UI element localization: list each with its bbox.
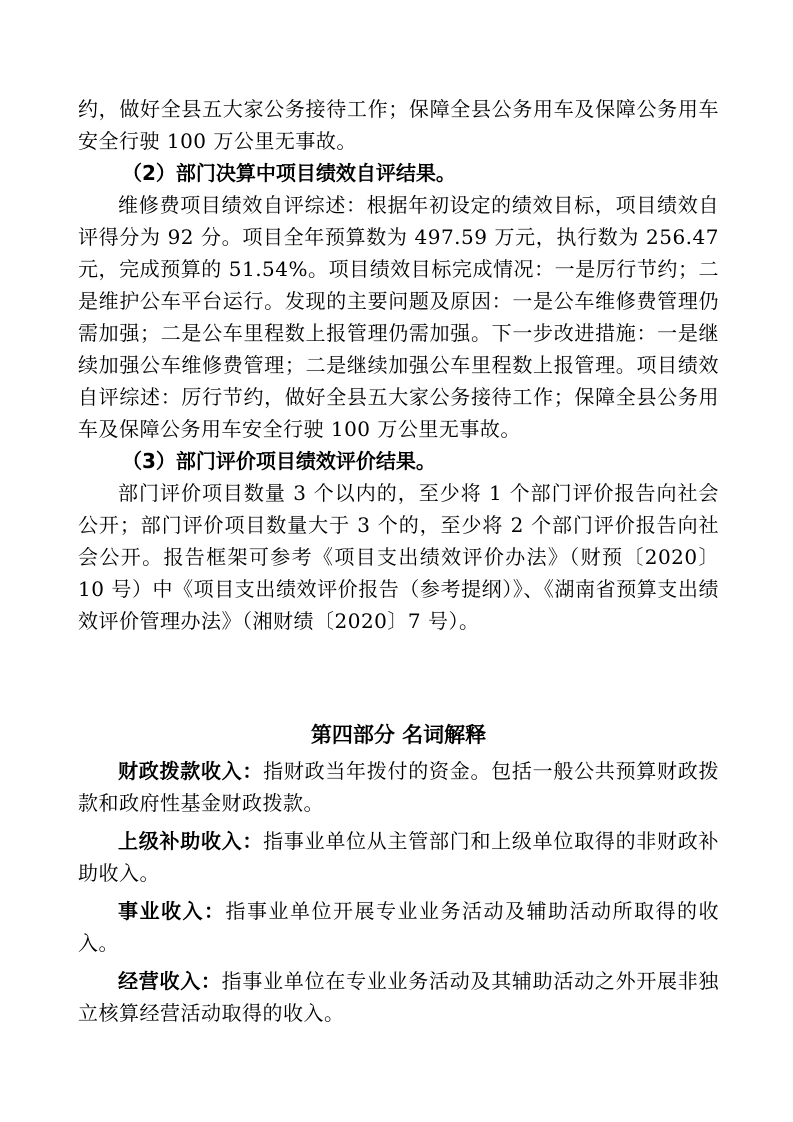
term-definition: 指财政当年拨付的资金。包括一般公共预算财政拨款和政府性基金财政拨款。 bbox=[78, 759, 719, 815]
term-definition: 指事业单位在专业业务活动及其辅助活动之外开展非独立核算经营活动取得的收入。 bbox=[78, 969, 720, 1025]
term-definition: 指事业单位开展专业业务活动及辅助活动所取得的收入。 bbox=[78, 899, 719, 955]
document-page bbox=[78, 93, 719, 1029]
item3-heading: （3）部门评价项目绩效评价结果。 bbox=[122, 449, 436, 473]
term-label: 经营收入： bbox=[118, 969, 222, 993]
continuation-paragraph: 约，做好全县五大家公务接待工作；保障全县公务用车及保障公务用车安全行驶 100 万公里无事故。 bbox=[78, 97, 719, 153]
item2-heading: （2）部门决算中项目绩效自评结果。 bbox=[122, 161, 456, 185]
section4-title: 第四部分 名词解释 bbox=[310, 723, 487, 747]
term-paragraph-operating-income bbox=[78, 965, 719, 1029]
term-label: 上级补助收入： bbox=[118, 829, 264, 853]
item3-paragraph: 部门评价项目数量 3 个以内的，至少将 1 个部门评价报告向社会公开；部门评价项目数量大于 3 个的，至少将 2 个部门评价报告向社会公开。报告框架可参考《项目支出绩效评价办法》（财预〔2020〕10 号）中《项目支出绩效评价报告（参考提纲）》、《湖南省预算支出绩效评价管理办法》（湘财绩〔2020〕7 号）。 bbox=[78, 481, 719, 633]
term-definition: 指事业单位从主管部门和上级单位取得的非财政补助收入。 bbox=[78, 829, 719, 885]
term-paragraph-business-income bbox=[78, 895, 719, 959]
term-label: 事业收入： bbox=[118, 899, 226, 923]
term-paragraph-superior-subsidy bbox=[78, 825, 719, 889]
section-spacer bbox=[78, 637, 719, 719]
term-paragraph-fiscal-appropriation bbox=[78, 755, 719, 819]
item2-paragraph: 维修费项目绩效自评综述：根据年初设定的绩效目标，项目绩效自评得分为 92 分。项目全年预算数为 497.59 万元，执行数为 256.47 元，完成预算的 51.54%。项目绩效目标完成情况：一是厉行节约；二是维护公车平台运行。发现的主要问题及原因：一是公车维修费管理仍需加强；二是公车里程数上报管理仍需加强。下一步改进措施：一是继续加强公车维修费管理；二是继续加强公车里程数上报管理。项目绩效自评综述：厉行节约，做好全县五大家公务接待工作；保障全县公务用车及保障公务用车安全行驶 100 万公里无事故。 bbox=[78, 193, 719, 441]
term-label: 财政拨款收入： bbox=[118, 759, 264, 783]
